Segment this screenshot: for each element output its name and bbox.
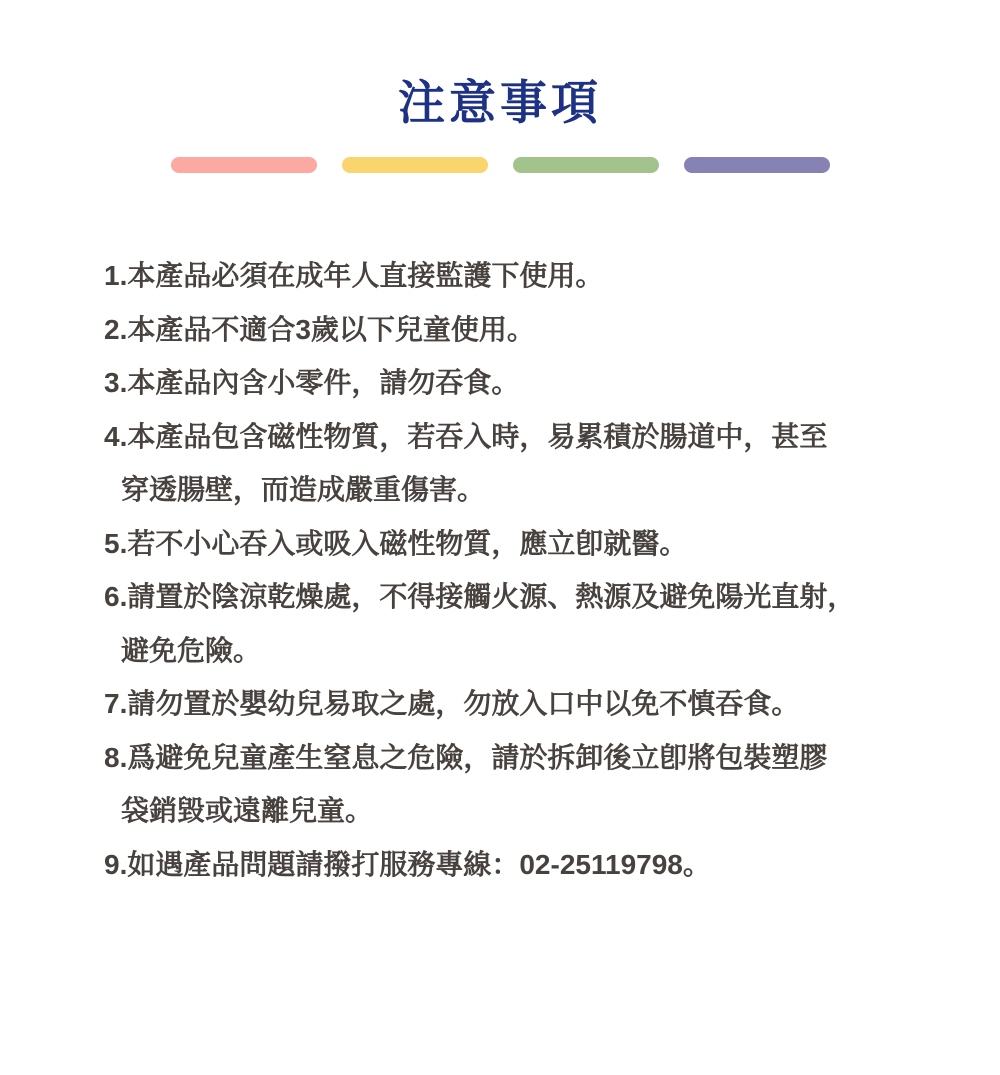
divider-bars bbox=[0, 157, 1000, 173]
item-text: 爲避免兒童產生窒息之危險，請於拆卸後立卽將包裝塑膠 bbox=[127, 741, 828, 773]
page-title: 注意事項 bbox=[398, 76, 602, 129]
item-number: 5. bbox=[104, 527, 128, 559]
item-text: 請勿置於嬰幼兒易取之處，勿放入口中以免不慎吞食。 bbox=[127, 688, 800, 720]
item-number: 6. bbox=[104, 581, 128, 613]
list-item bbox=[104, 517, 940, 571]
list-item-continuation: 避免危險。 bbox=[121, 634, 262, 666]
notice-list bbox=[0, 249, 1000, 891]
item-text: 請置於陰涼乾燥處，不得接觸火源、熱源及避免陽光直射， bbox=[127, 581, 856, 613]
item-text: 如遇產品問題請撥打服務專線：02-25119798。 bbox=[127, 848, 711, 880]
list-item bbox=[104, 303, 940, 357]
notice-page bbox=[0, 75, 1000, 1075]
item-text: 本產品不適合3歲以下兒童使用。 bbox=[127, 313, 535, 345]
divider-bar-green bbox=[513, 157, 659, 173]
list-item bbox=[104, 677, 940, 731]
item-number: 8. bbox=[104, 741, 128, 773]
list-item bbox=[104, 356, 940, 410]
item-text: 本產品必須在成年人直接監護下使用。 bbox=[127, 260, 604, 292]
list-item bbox=[104, 731, 940, 785]
item-number: 2. bbox=[104, 313, 128, 345]
item-number: 1. bbox=[104, 260, 128, 292]
list-item-continuation: 穿透腸壁，而造成嚴重傷害。 bbox=[121, 474, 486, 506]
item-number: 4. bbox=[104, 420, 128, 452]
list-item bbox=[104, 838, 940, 892]
item-number: 9. bbox=[104, 848, 128, 880]
divider-bar-pink bbox=[171, 157, 317, 173]
item-text: 若不小心吞入或吸入磁性物質，應立卽就醫。 bbox=[127, 527, 688, 559]
divider-bar-yellow bbox=[342, 157, 488, 173]
item-number: 3. bbox=[104, 367, 128, 399]
item-number: 7. bbox=[104, 688, 128, 720]
divider-bar-purple bbox=[684, 157, 830, 173]
item-text: 本產品內含小零件，請勿吞食。 bbox=[127, 367, 520, 399]
list-item bbox=[104, 249, 940, 303]
list-item bbox=[104, 410, 940, 464]
list-item-continuation: 袋銷毀或遠離兒童。 bbox=[121, 795, 374, 827]
item-text: 本產品包含磁性物質，若吞入時，易累積於腸道中，甚至 bbox=[127, 420, 828, 452]
list-item bbox=[104, 570, 940, 624]
